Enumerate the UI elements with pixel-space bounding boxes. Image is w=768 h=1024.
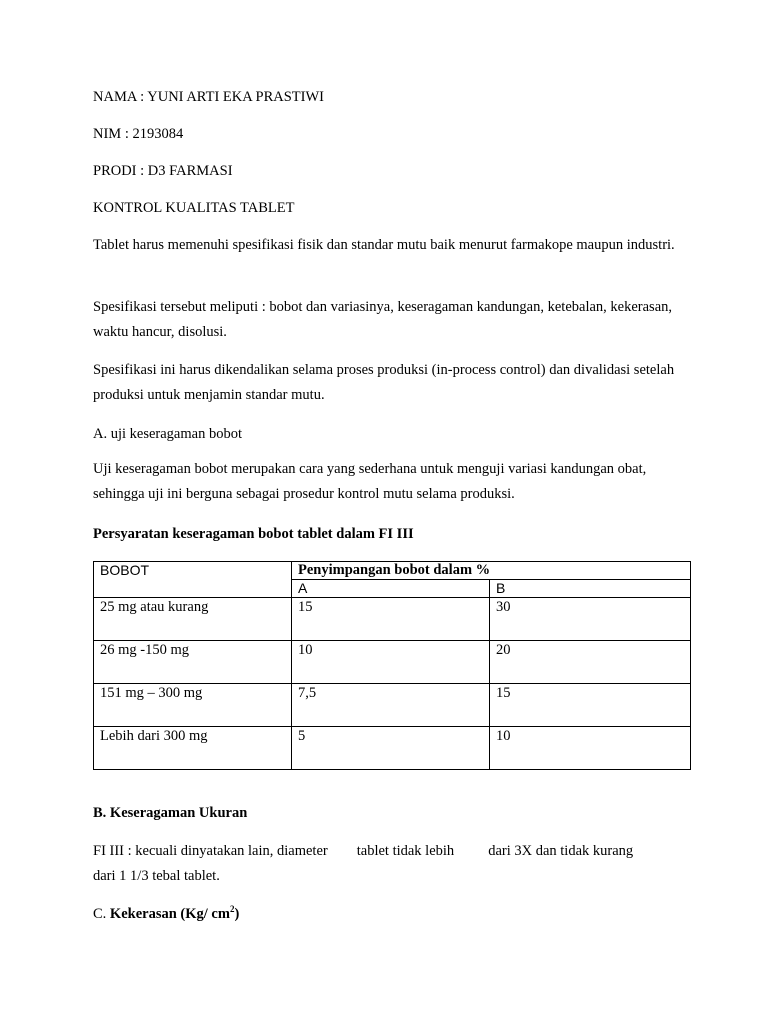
weight-uniformity-table <box>93 561 691 770</box>
paragraph-4: Uji keseragaman bobot merupakan cara yang sederhana untuk menguji variasi kandungan obat, sehingga uji ini berguna sebagai prosedur kontrol mutu selama produksi. <box>93 461 647 502</box>
cell-b: 20 <box>490 641 691 684</box>
header-col-b: B <box>490 580 691 598</box>
section-b-heading: B. Keseragaman Ukuran <box>93 805 248 821</box>
header-penyimpangan: Penyimpangan bobot dalam % <box>292 562 691 580</box>
section-c-heading <box>93 905 239 923</box>
table-row <box>94 598 691 641</box>
cell-bobot: 25 mg atau kurang <box>94 598 292 641</box>
section-b-text-1: FI III : kecuali dinyatakan lain, diameter <box>93 843 328 859</box>
section-b-line-1 <box>93 842 633 860</box>
cell-b: 30 <box>490 598 691 641</box>
cell-a: 10 <box>292 641 490 684</box>
paragraph-3: Spesifikasi ini harus dikendalikan selama proses produksi (in-process control) dan divalidasi setelah produksi untuk menjamin standar mutu. <box>93 362 675 403</box>
cell-a: 15 <box>292 598 490 641</box>
table-row <box>94 641 691 684</box>
paragraph-2: Spesifikasi tersebut meliputi : bobot dan variasinya, keseragaman kandungan, ketebalan, kekerasan, waktu hancur, disolusi. <box>93 299 673 340</box>
table-header-row <box>94 562 691 580</box>
section-c-title: Kekerasan (Kg/ cm <box>109 906 230 922</box>
section-b-text-3: dari 3X dan tidak kurang <box>488 843 634 859</box>
section-c-superscript: 2 <box>229 904 235 915</box>
study-program: PRODI : D3 FARMASI <box>93 163 233 179</box>
table-title: Persyaratan keseragaman bobot tablet dalam FI III <box>93 526 414 542</box>
table-row <box>94 684 691 727</box>
cell-bobot: 26 mg -150 mg <box>94 641 292 684</box>
section-c-prefix: C. <box>93 906 110 922</box>
student-nim: NIM : 2193084 <box>93 126 184 142</box>
document-topic: KONTROL KUALITAS TABLET <box>93 200 295 216</box>
cell-b: 10 <box>490 727 691 770</box>
cell-a: 7,5 <box>292 684 490 727</box>
cell-a: 5 <box>292 727 490 770</box>
paragraph-1: Tablet harus memenuhi spesifikasi fisik dan standar mutu baik menurut farmakope maupun industri. <box>93 237 675 253</box>
header-bobot: BOBOT <box>94 562 292 598</box>
header-col-a: A <box>292 580 490 598</box>
cell-bobot: 151 mg – 300 mg <box>94 684 292 727</box>
table-row <box>94 727 691 770</box>
section-b-text-2: tablet tidak lebih <box>356 843 455 859</box>
section-a-heading: A. uji keseragaman bobot <box>93 426 242 442</box>
cell-b: 15 <box>490 684 691 727</box>
section-b-line-2: dari 1 1/3 tebal tablet. <box>93 868 220 884</box>
student-name: NAMA : YUNI ARTI EKA PRASTIWI <box>93 89 324 105</box>
cell-bobot: Lebih dari 300 mg <box>94 727 292 770</box>
section-c-suffix: ) <box>234 906 240 922</box>
